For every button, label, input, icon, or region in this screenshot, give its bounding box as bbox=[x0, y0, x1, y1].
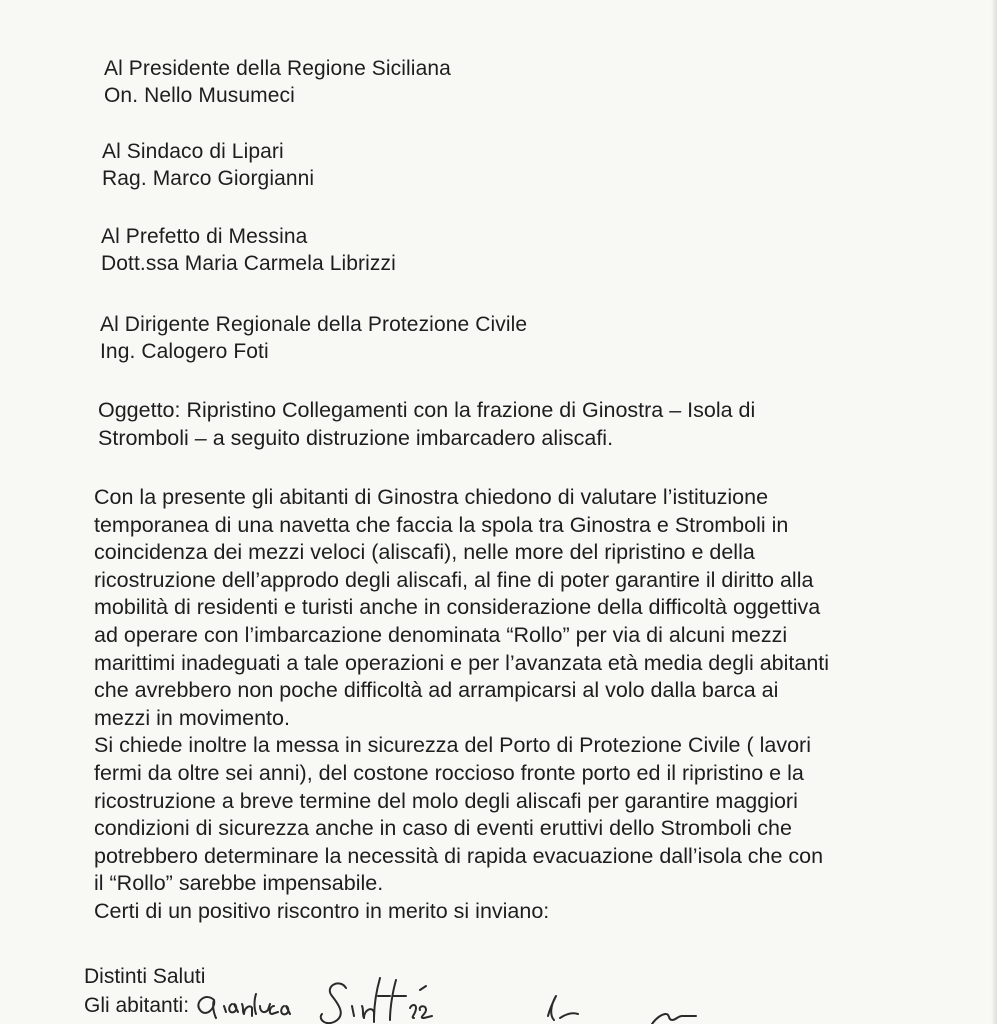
body-line: il “Rollo” sarebbe impensabile. bbox=[94, 871, 384, 896]
signatories-label: Gli abitanti: bbox=[84, 994, 190, 1017]
signature-stroke bbox=[652, 1014, 696, 1024]
body-line: Con la presente gli abitanti di Ginostra chiedono di valutare l’istituzione bbox=[94, 485, 769, 509]
recipient-name: Rag. Marco Giorgianni bbox=[102, 167, 315, 190]
body-line: condizioni di sicurezza anche in caso di eventi eruttivi dello Stromboli che bbox=[94, 816, 792, 841]
page-edge-shadow bbox=[991, 0, 997, 1024]
body-line: mezzi in movimento. bbox=[94, 705, 290, 730]
recipient-name: Ing. Calogero Foti bbox=[100, 340, 269, 363]
body-line: che avrebbero non poche difficoltà ad arrampicarsi al volo dalla barca ai bbox=[94, 678, 779, 703]
body-line: marittimi inadeguati a tale operazioni e per l’avanzata età media degli abitanti bbox=[94, 650, 830, 675]
recipient-mayor bbox=[102, 138, 314, 192]
body-line: ricostruzione a breve termine del molo degli aliscafi per garantire maggiori bbox=[94, 788, 798, 813]
letter-body bbox=[94, 484, 914, 926]
body-line: ad operare con l’imbarcazione denominata “Rollo” per via di alcuni mezzi bbox=[94, 622, 788, 647]
recipient-title: Al Dirigente Regionale della Protezione Civile bbox=[100, 313, 528, 336]
signature-stroke bbox=[198, 994, 290, 1018]
body-line: Si chiede inoltre la messa in sicurezza del Porto di Protezione Civile ( lavori bbox=[94, 733, 811, 758]
body-line: potrebbero determinare la necessità di rapida evacuazione dall’isola che con bbox=[94, 843, 824, 868]
body-line: coincidenza dei mezzi veloci (aliscafi), nelle more del ripristino e della bbox=[94, 540, 755, 565]
recipient-title: Al Sindaco di Lipari bbox=[102, 140, 284, 163]
recipient-name: On. Nello Musumeci bbox=[104, 84, 295, 107]
recipient-title: Al Presidente della Regione Siciliana bbox=[104, 57, 451, 80]
signature-stroke bbox=[321, 978, 432, 1023]
body-line: Certi di un positivo riscontro in merito si inviano: bbox=[94, 898, 550, 923]
subject-line: Stromboli – a seguito distruzione imbarcadero aliscafi. bbox=[98, 426, 614, 450]
recipient-title: Al Prefetto di Messina bbox=[101, 225, 308, 248]
subject-line: Oggetto: Ripristino Collegamenti con la frazione di Ginostra – Isola di bbox=[98, 398, 756, 422]
body-line: temporanea di una navetta che faccia la spola tra Ginostra e Stromboli in bbox=[94, 512, 789, 537]
subject-block bbox=[98, 396, 918, 452]
recipient-prefect bbox=[101, 223, 396, 277]
closing-block bbox=[84, 962, 205, 1020]
recipient-civil-protection bbox=[100, 311, 527, 365]
body-line: ricostruzione dell’approdo degli aliscafi, al fine di poter garantire il diritto alla bbox=[94, 567, 814, 592]
body-line: fermi da oltre sei anni), del costone roccioso fronte porto ed il ripristino e la bbox=[94, 760, 804, 785]
body-line: mobilità di residenti e turisti anche in considerazione della difficoltà oggettiva bbox=[94, 595, 821, 620]
recipient-president bbox=[104, 55, 451, 109]
signature-stroke bbox=[548, 996, 578, 1020]
recipient-name: Dott.ssa Maria Carmela Librizzi bbox=[101, 252, 396, 275]
salutation: Distinti Saluti bbox=[84, 965, 206, 988]
